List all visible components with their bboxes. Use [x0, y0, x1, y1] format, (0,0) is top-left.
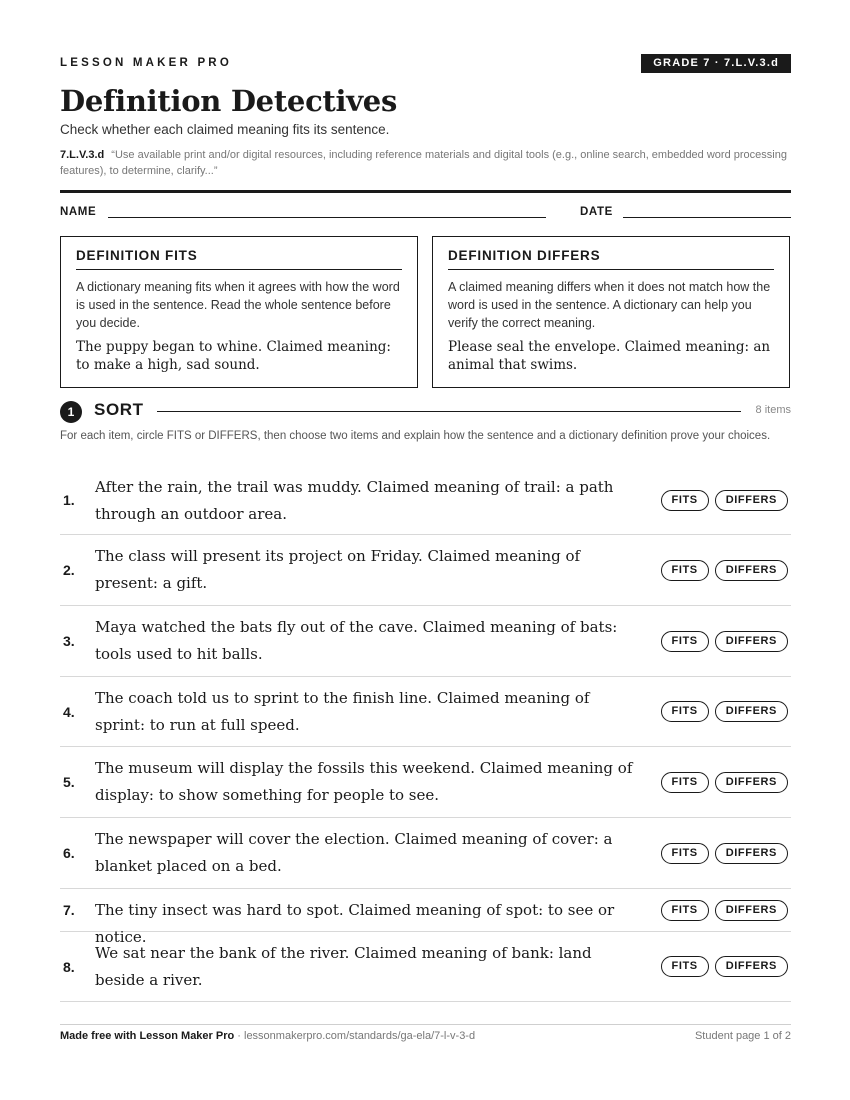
- standard-code: 7.L.V.3.d: [60, 149, 105, 161]
- fits-choice[interactable]: FITS: [661, 900, 709, 921]
- page-footer: [60, 1030, 791, 1042]
- differs-choice[interactable]: DIFFERS: [715, 900, 788, 921]
- list-item: [60, 466, 791, 535]
- list-item: [60, 606, 791, 677]
- worksheet-page: [60, 0, 791, 989]
- item-number: 2.: [63, 562, 75, 578]
- date-field[interactable]: [623, 217, 791, 218]
- item-choices: [661, 747, 789, 817]
- brand-name: LESSON MAKER PRO: [60, 57, 232, 69]
- standard-description: [60, 147, 791, 179]
- item-choices: [661, 889, 789, 931]
- standard-text: “Use available print and/or digital resources, including reference materials and digital tools (e.g., online search, embedded word processing features), to determine, clarify...”: [60, 149, 787, 177]
- fits-choice[interactable]: FITS: [661, 701, 709, 722]
- page-title: Definition Detectives: [60, 84, 397, 118]
- fits-choice[interactable]: FITS: [661, 772, 709, 793]
- definition-fits-title: DEFINITION FITS: [76, 248, 402, 270]
- item-choices: [661, 535, 789, 605]
- item-choices: [661, 932, 789, 1001]
- item-sentence: The museum will display the fossils this weekend. Claimed meaning of display: to show something for people to see.: [95, 759, 633, 804]
- item-count: 8 items: [755, 404, 791, 416]
- item-choices: [661, 606, 789, 676]
- fits-choice[interactable]: FITS: [661, 631, 709, 652]
- fits-choice[interactable]: FITS: [661, 560, 709, 581]
- differs-choice[interactable]: DIFFERS: [715, 631, 788, 652]
- section-instructions: For each item, circle FITS or DIFFERS, then choose two items and explain how the sentence and a dictionary definition prove your choices.: [60, 430, 771, 442]
- footer-url: · lessonmakerpro.com/standards/ga-ela/7-l-v-3-d: [234, 1030, 476, 1042]
- item-number: 6.: [63, 845, 75, 861]
- differs-choice[interactable]: DIFFERS: [715, 701, 788, 722]
- list-item: [60, 932, 791, 1002]
- definition-differs-example: Please seal the envelope. Claimed meaning: an animal that swims.: [448, 339, 771, 373]
- name-field[interactable]: [108, 217, 546, 218]
- list-item: [60, 747, 791, 818]
- top-bar: [60, 0, 791, 80]
- differs-choice[interactable]: DIFFERS: [715, 956, 788, 977]
- fits-choice[interactable]: FITS: [661, 490, 709, 511]
- item-number: 8.: [63, 958, 75, 975]
- definition-differs-box: [432, 236, 790, 388]
- item-number: 5.: [63, 774, 75, 790]
- fits-choice[interactable]: FITS: [661, 843, 709, 864]
- item-number: 3.: [63, 633, 75, 649]
- definition-fits-description: A dictionary meaning fits when it agrees with how the word is used in the sentence. Read the whole sentence before you decide.: [76, 280, 400, 330]
- item-sentence: Maya watched the bats fly out of the cave. Claimed meaning of bats: tools used to hit balls.: [95, 618, 618, 663]
- definition-fits-example: The puppy began to whine. Claimed meaning: to make a high, sad sound.: [76, 339, 391, 373]
- sort-section-header: [60, 399, 791, 423]
- footer-divider: [60, 1024, 791, 1025]
- differs-choice[interactable]: DIFFERS: [715, 560, 788, 581]
- grade-standard-badge: GRADE 7 · 7.L.V.3.d: [641, 54, 791, 73]
- list-item: [60, 818, 791, 889]
- page-subtitle: Check whether each claimed meaning fits its sentence.: [60, 122, 390, 137]
- list-item: [60, 535, 791, 606]
- item-sentence: The coach told us to sprint to the finish line. Claimed meaning of sprint: to run at full speed.: [95, 689, 590, 734]
- page-number: Student page 1 of 2: [694, 1030, 791, 1042]
- item-sentence: The class will present its project on Friday. Claimed meaning of present: a gift.: [95, 547, 581, 592]
- differs-choice[interactable]: DIFFERS: [715, 843, 788, 864]
- item-sentence: The tiny insect was hard to spot. Claimed meaning of spot: to see or notice.: [95, 901, 615, 946]
- item-choices: [661, 466, 789, 534]
- footer-credit: Made free with Lesson Maker Pro: [60, 1030, 235, 1042]
- definition-differs-description: A claimed meaning differs when it does not match how the word is used in the sentence. A dictionary can help you verify the correct meaning.: [448, 280, 771, 330]
- definition-fits-box: [60, 236, 418, 388]
- item-sentence: We sat near the bank of the river. Claimed meaning of bank: land beside a river.: [95, 944, 592, 989]
- name-label: NAME: [60, 206, 97, 218]
- item-sentence: After the rain, the trail was muddy. Claimed meaning of trail: a path through an outdoor area.: [95, 478, 614, 523]
- item-sentence: The newspaper will cover the election. Claimed meaning of cover: a blanket placed on a bed.: [95, 830, 613, 875]
- section-rule: [157, 411, 741, 412]
- item-number: 4.: [63, 703, 75, 720]
- item-choices: [661, 677, 789, 746]
- section-number-badge: 1: [60, 401, 82, 423]
- differs-choice[interactable]: DIFFERS: [715, 490, 788, 511]
- item-number: 7.: [63, 902, 75, 918]
- item-list: [60, 466, 791, 1002]
- list-item: [60, 889, 791, 946]
- name-date-row: [60, 205, 791, 225]
- item-choices: [661, 818, 789, 888]
- list-item: [60, 677, 791, 747]
- differs-choice[interactable]: DIFFERS: [715, 772, 788, 793]
- item-number: 1.: [63, 492, 75, 508]
- definition-differs-title: DEFINITION DIFFERS: [448, 248, 774, 270]
- header-divider: [60, 190, 791, 193]
- date-label: DATE: [580, 206, 613, 218]
- fits-choice[interactable]: FITS: [661, 956, 709, 977]
- section-title: SORT: [94, 400, 144, 419]
